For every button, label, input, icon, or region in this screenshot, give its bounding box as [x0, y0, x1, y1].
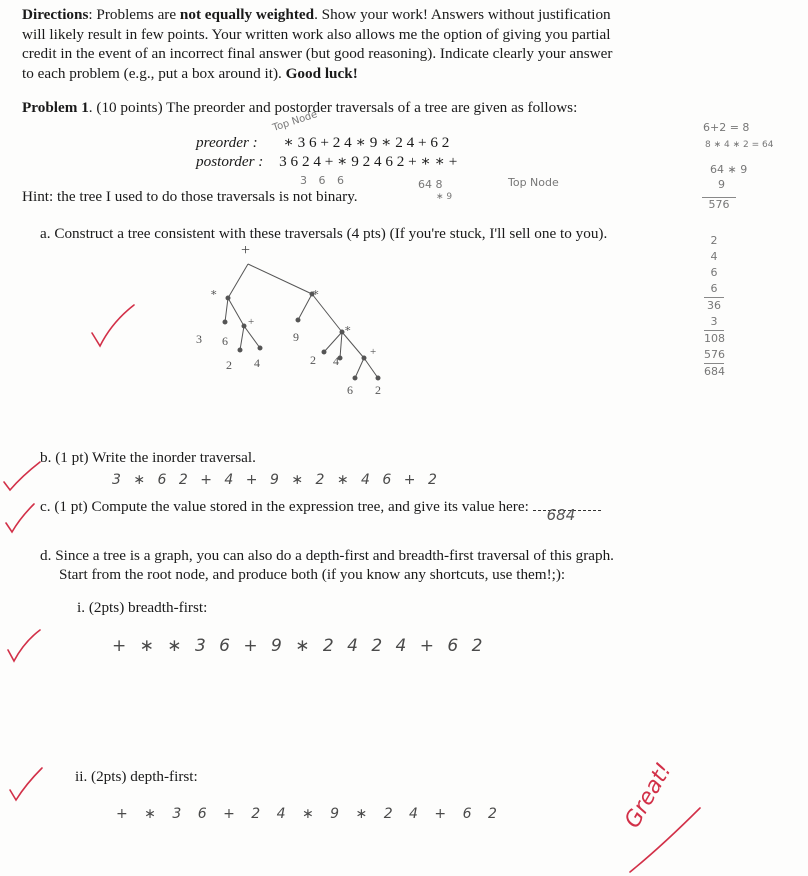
part-b-text: b. (1 pt) Write the inorder traversal. — [40, 449, 256, 466]
margin-calc: 8 ∗ 4 ∗ 2 = 64 — [705, 140, 774, 150]
pencil-note: 64 8 — [418, 178, 443, 191]
calc-digit: 576 — [704, 348, 725, 361]
grader-comment: Great! — [620, 758, 677, 833]
postorder-sequence: 3 6 2 4 + ∗ 9 2 4 6 2 + ∗ ∗ + — [279, 153, 458, 170]
part-c-answer: 684 — [546, 506, 576, 524]
calc-digit: 4 — [710, 250, 718, 263]
directions-label: Directions — [22, 6, 89, 23]
hint-text: Hint: the tree I used to do those traversals is not binary. — [22, 188, 358, 205]
tree-leaf: 9 — [293, 330, 299, 344]
check-mark — [92, 305, 134, 346]
depth-first-label: ii. (2pts) depth-first: — [75, 768, 198, 785]
part-c-text: c. (1 pt) Compute the value stored in the expression tree, and give its value here: — [40, 498, 529, 515]
calc-digit: 108 — [704, 332, 725, 345]
check-mark — [10, 768, 42, 800]
directions-text: : Problems are — [88, 6, 180, 23]
calc-digit: 3 — [710, 315, 718, 328]
postorder-label: postorder : — [196, 153, 264, 170]
directions-text: . Show your work! Answers without justification — [314, 6, 611, 23]
problem-intro: . (10 points) The preorder and postorder traversals of a tree are given as follows: — [88, 99, 578, 116]
tree-leaf: 2 — [310, 353, 316, 367]
tree-node: ∗ — [312, 287, 320, 299]
margin-calc: 6+2 = 8 — [703, 121, 750, 134]
calc-digit: 36 — [704, 297, 724, 314]
directions-text: credit in the event of an incorrect final answer (but good reasoning). Indicate clearly your answer — [22, 45, 613, 62]
breadth-first-label: i. (2pts) breadth-first: — [77, 599, 208, 616]
margin-calc: 9 — [718, 178, 725, 191]
check-mark — [4, 462, 40, 490]
calc-digit: 6 — [710, 282, 718, 295]
tree-leaf: 2 — [375, 383, 381, 397]
depth-first-answer: + ∗ 3 6 + 2 4 ∗ 9 ∗ 2 4 + 6 2 — [116, 806, 503, 822]
calc-digit: 2 — [710, 234, 718, 247]
check-mark — [8, 630, 40, 661]
breadth-first-answer: + ∗ ∗ 3 6 + 9 ∗ 2 4 2 4 + 6 2 — [112, 636, 487, 656]
preorder-label: preorder : — [196, 134, 258, 151]
calc-digit: 6 — [710, 266, 718, 279]
good-luck: Good luck! — [285, 64, 358, 82]
pencil-note: 3 6 6 — [300, 174, 348, 187]
part-a-text: a. Construct a tree consistent with these traversals (4 pts) (If you're stuck, I'll sell one to you). — [40, 225, 608, 242]
directions-text: will likely result in few points. Your written work also allows me the option of giving you partial — [22, 25, 611, 43]
tree-node-root: + — [241, 242, 251, 259]
margin-calc: 576 — [702, 197, 736, 211]
preorder-sequence: ∗ 3 6 + 2 4 ∗ 9 ∗ 2 4 + 6 2 — [283, 134, 450, 151]
pencil-note: ∗ 9 — [436, 192, 453, 202]
part-d-text: d. Since a tree is a graph, you can also do a depth-first and breadth-first traversal of this graph. — [40, 547, 614, 564]
directions-text: to each problem (e.g., put a box around it). — [22, 64, 286, 82]
part-b-answer: 3 ∗ 6 2 + 4 + 9 ∗ 2 ∗ 4 6 + 2 — [112, 472, 441, 488]
tree-leaf: 4 — [333, 354, 339, 368]
margin-calc: 64 ∗ 9 — [710, 163, 748, 176]
tree-leaf: 6 — [222, 334, 228, 348]
problem-label: Problem 1 — [22, 99, 89, 116]
tree-node: + — [248, 316, 255, 328]
tree-leaf: 4 — [254, 356, 260, 370]
part-d-text: Start from the root node, and produce both (if you know any shortcuts, use them!;): — [59, 566, 566, 583]
pencil-note: Top Node — [508, 176, 559, 189]
emphasis: not equally weighted — [179, 6, 315, 23]
tree-node: ∗ — [344, 323, 352, 335]
tree-leaf: 6 — [347, 383, 353, 397]
pencil-note: Top Node — [271, 109, 319, 134]
calc-digit: 684 — [704, 365, 725, 378]
tree-leaf: 2 — [226, 358, 232, 372]
tree-leaf: 3 — [196, 332, 202, 346]
tree-node: + — [370, 346, 377, 358]
check-mark — [6, 504, 34, 532]
tree-node: ∗ — [210, 287, 218, 299]
